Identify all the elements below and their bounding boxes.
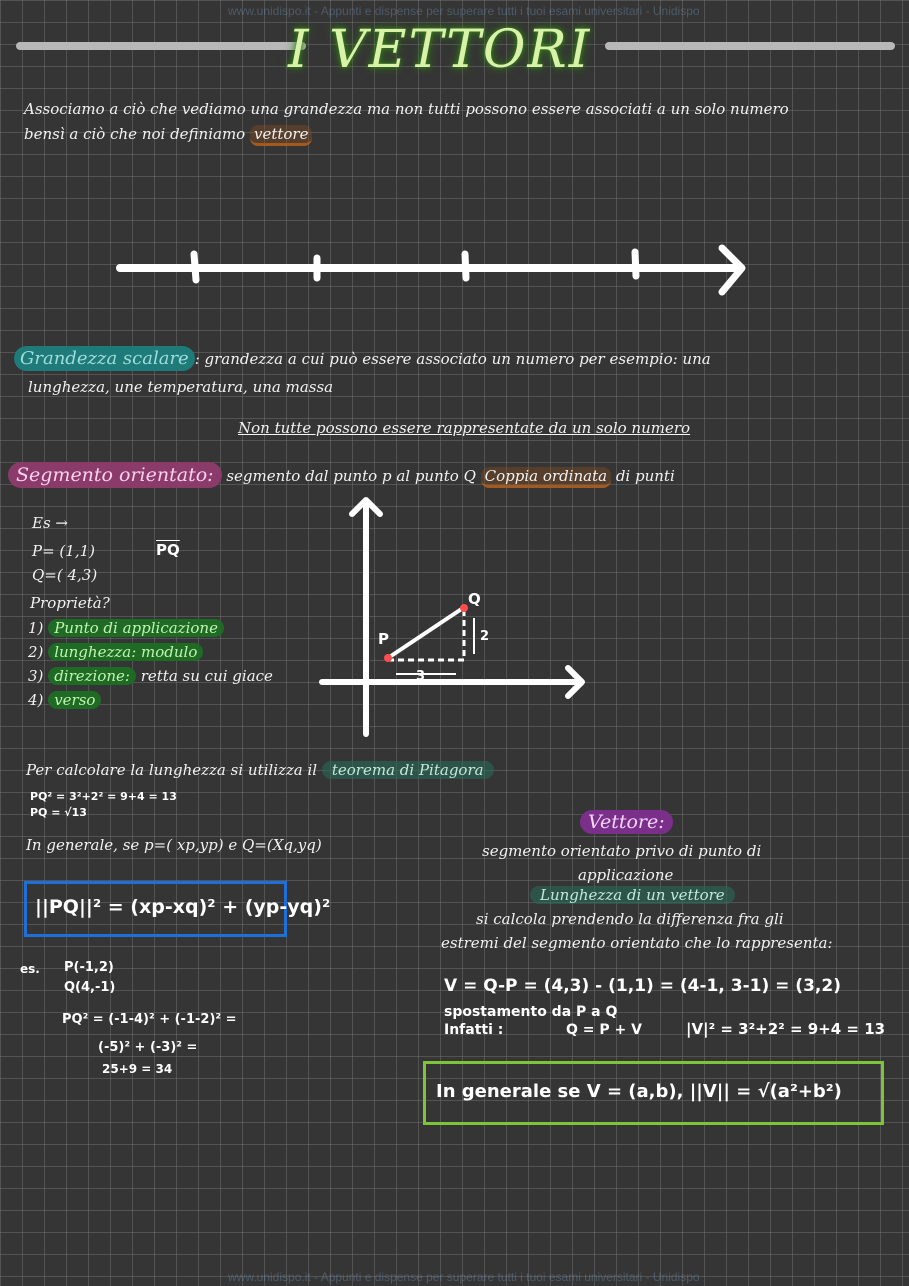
vector-spostamento: spostamento da P a Q [444, 1004, 618, 1020]
vector-general-formula: In generale se V = (a,b), ||V|| = √(a²+b²) [436, 1081, 842, 1102]
term-teorema-pitagora: teorema di Pitagora [322, 761, 494, 779]
property-num: 2) [28, 643, 44, 661]
example2-es: es. [20, 962, 40, 976]
number-line [110, 240, 760, 300]
intro-line-2 [24, 125, 312, 143]
pythagoras-text: Per calcolare la lunghezza si utilizza il [26, 761, 322, 779]
vector-equation: V = Q-P = (4,3) - (1,1) = (4-1, 3-1) = (3,2) [444, 976, 841, 996]
example-pq-vector: $\overline{PQ}$ [156, 541, 180, 559]
scalar-note: Non tutte possono essere rappresentate da un solo numero [238, 419, 691, 437]
example2-line-2: (-5)² + (-3)² = [98, 1040, 198, 1055]
point-p [384, 654, 392, 662]
property-item [28, 691, 101, 709]
intro-line-2-text: bensì a ciò che noi definiamo [24, 125, 250, 143]
page-title: I VETTORI [288, 20, 592, 80]
distance-formula: ||PQ||² = (xp-xq)² + (yp-yq)² [35, 896, 331, 918]
property-num: 3) [28, 667, 44, 685]
scalar-def-2: lunghezza, une temperatura, una massa [28, 378, 334, 396]
title-bar-right [605, 42, 895, 50]
term-segmento-orientato: Segmento orientato: [8, 462, 222, 488]
property-num: 4) [28, 691, 44, 709]
number-line-tick [465, 254, 466, 278]
formula-box [24, 881, 331, 937]
term-grandezza-scalare: Grandezza scalare [14, 346, 195, 371]
vector-pq [388, 608, 463, 658]
pythagoras-calc-2: PQ = √13 [30, 806, 87, 819]
segment-def-pre: segmento dal punto p al punto Q [221, 467, 481, 485]
properties-heading: Proprietà? [30, 594, 110, 612]
property-item [28, 619, 224, 637]
pythagoras-general: In generale, se p=( xp,yp) e Q=(Xq,yq) [26, 836, 322, 854]
vector-def-3: si calcola prendendo la differenza fra gli [476, 910, 784, 928]
property-term: direzione: [48, 667, 136, 685]
example2-q: Q(4,-1) [64, 980, 116, 995]
vector-term-wrap [580, 811, 673, 833]
vector-def-4: estremi del segmento orientato che lo rappresenta: [441, 934, 833, 952]
example2-p: P(-1,2) [64, 960, 114, 975]
example-p: P= (1,1) [32, 542, 95, 560]
vector-def-2: applicazione [578, 866, 674, 884]
example-q: Q=( 4,3) [32, 566, 98, 584]
property-item [28, 643, 203, 661]
term-vettore: vettore [250, 125, 313, 146]
pythagoras-calc-1: PQ² = 3²+2² = 9+4 = 13 [30, 790, 177, 803]
vector-def-1: segmento orientato privo di punto di [482, 842, 762, 860]
watermark-top: www.unidispo.it - Appunti e dispense per superare tutti i tuoi esami universitari - Unidispo [228, 4, 700, 18]
number-line-tick [635, 252, 636, 276]
term-coppia-ordinata: Coppia ordinata [481, 467, 611, 488]
vector-q-p-v: Q = P + V [566, 1022, 642, 1038]
segment-def-post: di punti [611, 467, 675, 485]
label-dx: 3 [416, 669, 426, 684]
pythagoras-line [26, 761, 494, 779]
watermark-bottom: www.unidispo.it - Appunti e dispense per superare tutti i tuoi esami universitari - Unidispo [228, 1270, 700, 1284]
scalar-line-1 [14, 348, 711, 369]
property-term: verso [48, 691, 101, 709]
number-line-tick [194, 254, 196, 280]
intro-line-1: Associamo a ciò che vediamo una grandezza ma non tutti possono essere associati a un solo numero [24, 100, 789, 118]
property-num: 1) [28, 619, 44, 637]
point-q [460, 604, 468, 612]
property-item [28, 667, 273, 685]
property-term: lunghezza: modulo [48, 643, 203, 661]
vector-norm: |V|² = 3²+2² = 9+4 = 13 [686, 1020, 886, 1038]
vector-general-box [423, 1061, 884, 1125]
label-dy: 2 [480, 629, 490, 644]
vector-graph [318, 494, 593, 739]
term-vettore-def: Vettore: [580, 810, 673, 834]
label-q: Q [468, 590, 481, 608]
vector-sub-wrap [530, 886, 735, 904]
segment-line [8, 464, 675, 486]
example2-line-1: PQ² = (-1-4)² + (-1-2)² = [62, 1012, 237, 1027]
title-bar-left [16, 42, 306, 50]
example-es: Es → [32, 514, 68, 532]
label-p: P [378, 630, 389, 648]
property-rest: retta su cui giace [135, 667, 273, 685]
vector-infatti: Infatti : [444, 1022, 504, 1038]
scalar-def-1: : grandezza a cui può essere associato un numero per esempio: una [194, 350, 711, 368]
example2-line-3: 25+9 = 34 [102, 1062, 173, 1076]
term-lunghezza-vettore: Lunghezza di un vettore [530, 886, 735, 904]
property-term: Punto di applicazione [48, 619, 224, 637]
